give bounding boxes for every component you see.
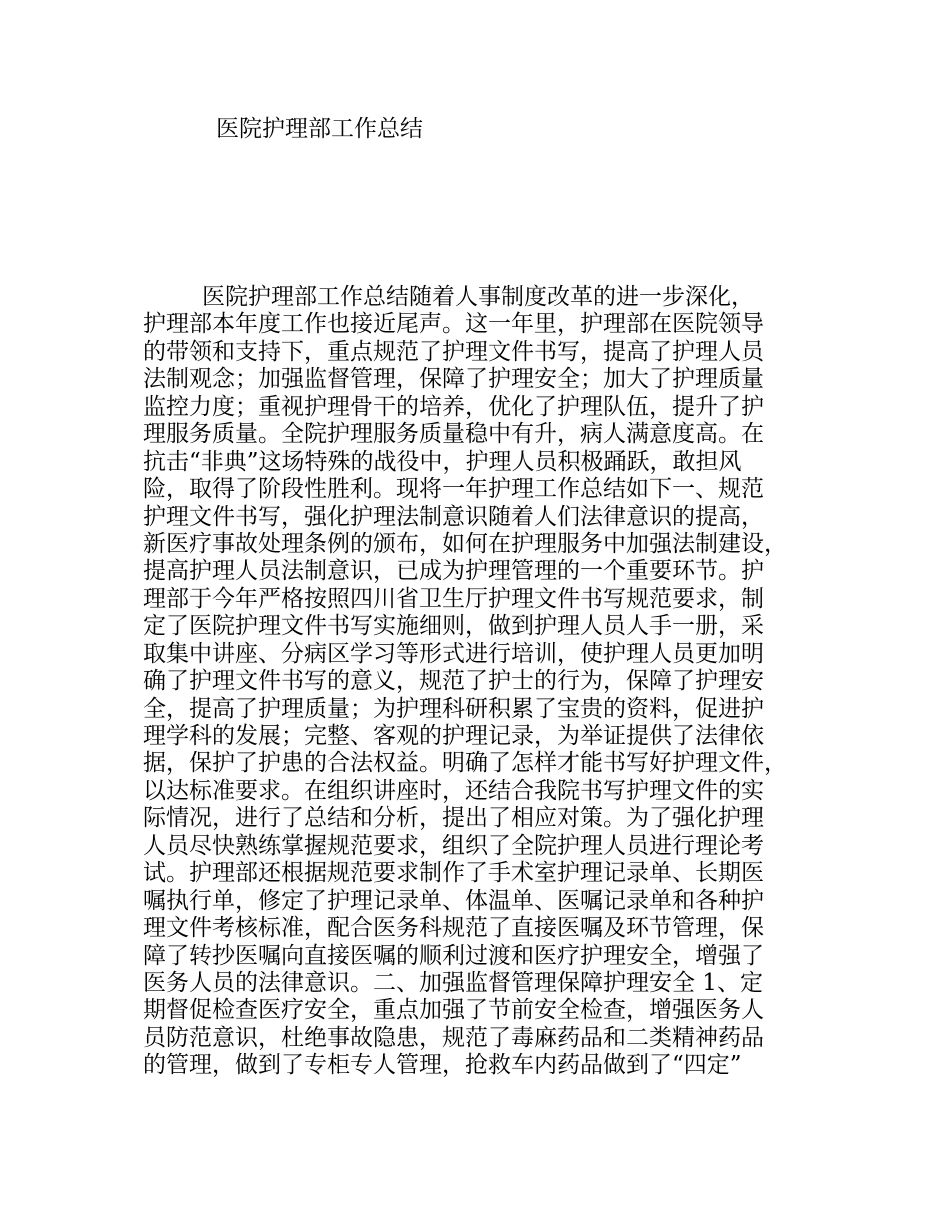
body-line: 取集中讲座、分病区学习等形式进行培训，使护理人员更加明: [143, 640, 764, 667]
body-line: 确了护理文件书写的意义，规范了护士的行为，保障了护理安: [143, 668, 764, 695]
body-line: 抗击“非典”这场特殊的战役中，护理人员积极踊跃，敢担风: [143, 448, 742, 475]
body-line: 险，取得了阶段性胜利。现将一年护理工作总结如下一、规范: [143, 476, 764, 503]
body-line: 理文件考核标准，配合医务科规范了直接医嘱及环节管理，保: [143, 915, 764, 942]
body-line: 的管理，做到了专柜专人管理，抢救车内药品做到了“四定”: [143, 1052, 742, 1079]
body-line: 理学科的发展；完整、客观的护理记录，为举证提供了法律依: [143, 723, 764, 749]
body-line: 理服务质量。全院护理服务质量稳中有升，病人满意度高。在: [143, 421, 764, 448]
body-line: 人员尽快熟练掌握规范要求，组织了全院护理人员进行理论考: [143, 832, 764, 859]
body-line: 障了转抄医嘱向直接医嘱的顺利过渡和医疗护理安全，增强了: [143, 942, 764, 969]
body-line: 护理文件书写，强化护理法制意识随着人们法律意识的提高，: [143, 503, 764, 530]
body-line: 提高护理人员法制意识，已成为护理管理的一个重要环节。护: [143, 558, 764, 585]
body-line: 期督促检查医疗安全，重点加强了节前安全检查，增强医务人: [143, 997, 764, 1024]
body-line: 以达标准要求。在组织讲座时，还结合我院书写护理文件的实: [143, 777, 764, 804]
body-line: 的带领和支持下，重点规范了护理文件书写，提高了护理人员: [143, 338, 764, 365]
body-line: 际情况，进行了总结和分析，提出了相应对策。为了强化护理: [143, 805, 764, 832]
body-line: 定了医院护理文件书写实施细则，做到护理人员人手一册，采: [143, 613, 764, 640]
body-line: 护理部本年度工作也接近尾声。这一年里，护理部在医院领导: [143, 311, 764, 338]
body-line: 试。护理部还根据规范要求制作了手术室护理记录单、长期医: [143, 860, 764, 887]
body-line: 员防范意识，杜绝事故隐患，规范了毒麻药品和二类精神药品: [143, 1024, 764, 1051]
body-line: 据，保护了护患的合法权益。明确了怎样才能书写好护理文件，: [143, 750, 787, 777]
document-body: [143, 284, 823, 1080]
body-line: 理部于今年严格按照四川省卫生厅护理文件书写规范要求，制: [143, 585, 764, 612]
body-line: 嘱执行单，修定了护理记录单、体温单、医嘱记录单和各种护: [143, 887, 764, 914]
body-line: 新医疗事故处理条例的颁布，如何在护理服务中加强法制建设，: [143, 530, 787, 557]
body-line: 监控力度；重视护理骨干的培养，优化了护理队伍，提升了护: [143, 393, 764, 420]
body-line: 法制观念；加强监督管理，保障了护理安全；加大了护理质量: [143, 366, 764, 393]
document-title: 医院护理部工作总结: [216, 116, 423, 142]
body-line: 全，提高了护理质量；为护理科研积累了宝贵的资料，促进护: [143, 695, 764, 722]
body-line: 医院护理部工作总结随着人事制度改革的进一步深化，: [202, 284, 754, 310]
body-line: 医务人员的法律意识。二、加强监督管理保障护理安全 1、定: [143, 969, 763, 996]
